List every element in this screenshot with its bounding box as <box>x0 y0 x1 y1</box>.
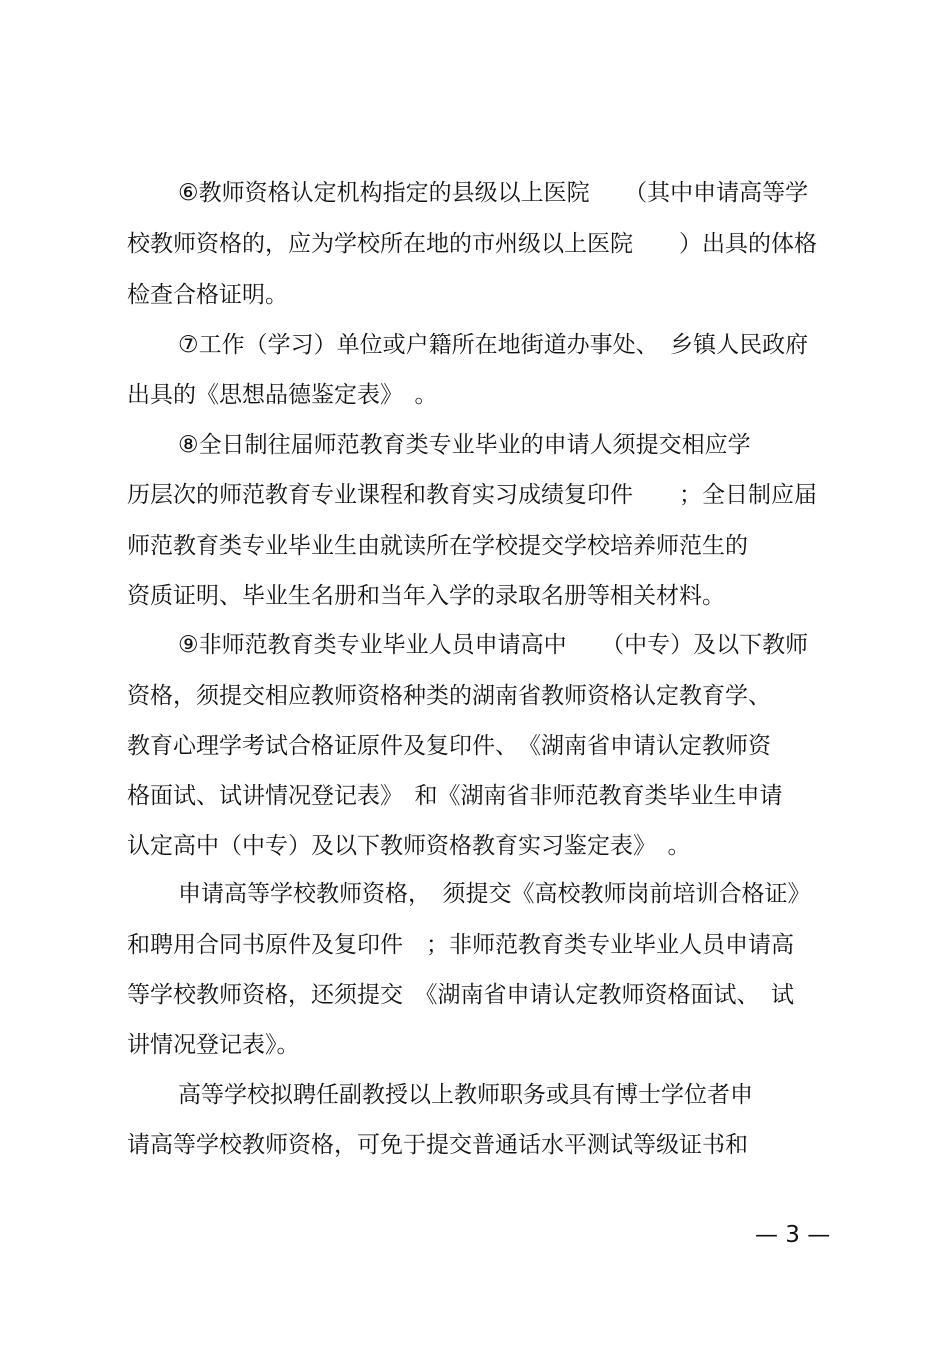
text-line: 高等学校拟聘任副教授以上教师职务或具有博士学位者申 <box>178 1082 753 1108</box>
text-line: 教育心理学考试合格证原件及复印件、 《湖南省申请认定教师资 <box>127 733 771 759</box>
text-line: 申请高等学校教师资格， 须提交《高校教师岗前培训合格证》 <box>178 881 811 907</box>
text-line: 讲情况登记表》。 <box>127 1032 300 1058</box>
text-line: 资质证明、毕业生名册和当年入学的录取名册等相关材料。 <box>127 583 725 609</box>
page-number: — 3 — <box>755 1222 831 1248</box>
text-line: 检查合格证明。 <box>127 282 288 308</box>
text-line: ⑧全日制往届师范教育类专业毕业的申请人须提交相应学 <box>178 432 751 458</box>
text-line: 认定高中（中专）及以下教师资格教育实习鉴定表》 。 <box>127 833 691 859</box>
text-line: 出具的《思想品德鉴定表》 。 <box>127 382 438 408</box>
text-line: ⑨非师范教育类专业毕业人员申请高中 （中专）及以下教师 <box>178 632 809 658</box>
text-line: 师范教育类专业毕业生由就读所在学校提交学校培养师范生的 <box>127 533 748 559</box>
text-line: 校教师资格的，应为学校所在地的市州级以上医院 ）出具的体格 <box>127 231 817 257</box>
text-line: 和聘用合同书原件及复印件 ；非师范教育类专业毕业人员申请高 <box>127 932 794 958</box>
text-line: 等学校教师资格，还须提交 《湖南省申请认定教师资格面试、 试 <box>127 982 794 1008</box>
text-line: 历层次的师范教育专业课程和教育实习成绩复印件 ；全日制应届 <box>127 482 817 508</box>
text-line: 格面试、试讲情况登记表》 和《湖南省非师范教育类毕业生申请 <box>127 783 783 809</box>
text-line: ⑦工作（学习）单位或户籍所在地街道办事处、 乡镇人民政府 <box>178 332 809 358</box>
text-line: 资格，须提交相应教师资格种类的湖南省教师资格认定教育学、 <box>127 683 771 709</box>
text-line: 请高等学校教师资格，可免于提交普通话水平测试等级证书和 <box>127 1132 748 1158</box>
text-line: ⑥教师资格认定机构指定的县级以上医院 （其中申请高等学 <box>178 180 809 206</box>
